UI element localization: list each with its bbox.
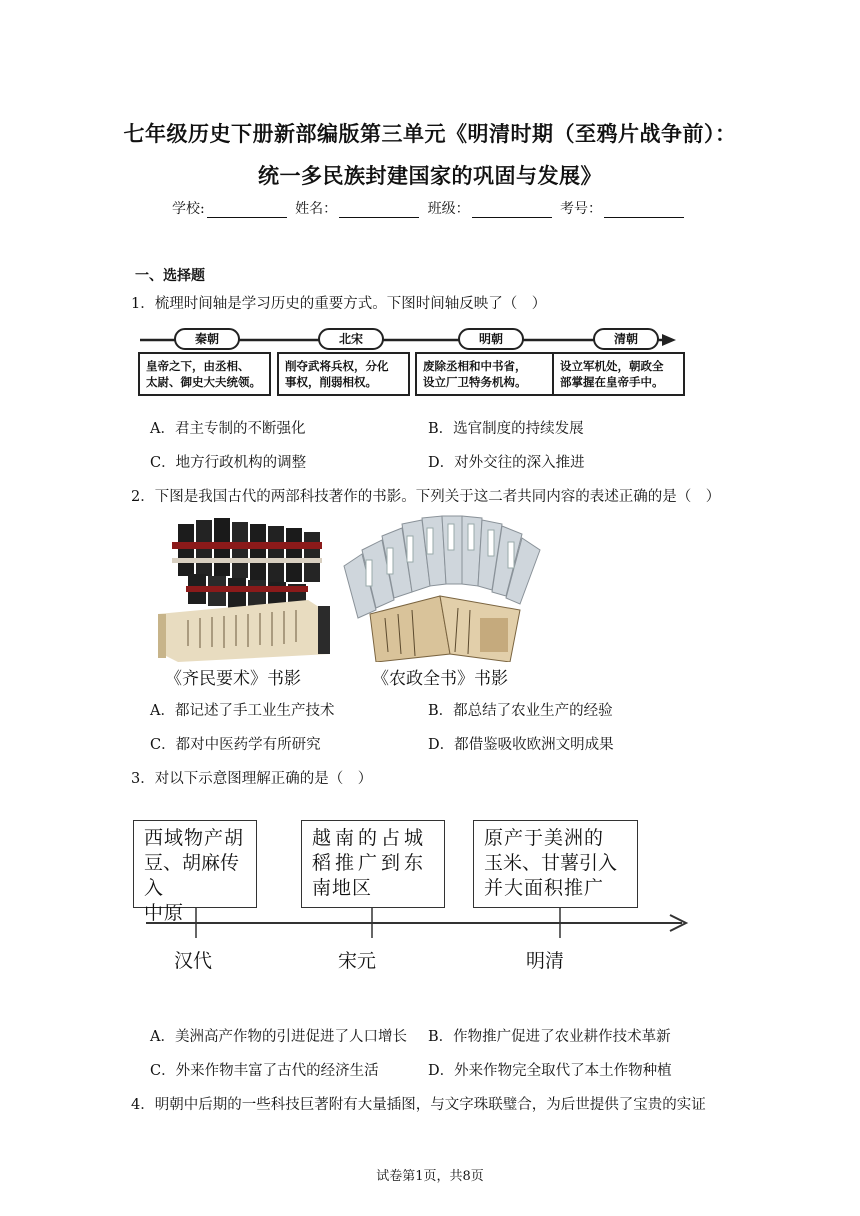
- q1-timeline-figure: [138, 326, 678, 398]
- exam-no-label: 考号：: [560, 201, 603, 217]
- name-label: 姓名：: [295, 201, 338, 217]
- box-text: 并大面积推广: [484, 877, 605, 899]
- diagram-box-han: [133, 820, 257, 924]
- question-2-stem: 2．下图是我国古代的两部科技著作的书影。下列关于这二者共同内容的表述正确的是（ ）: [131, 489, 721, 505]
- timeline-box-ming: [415, 352, 555, 396]
- q2-option-b[interactable]: B．都总结了农业生产的经验: [428, 703, 613, 719]
- q2-option-c[interactable]: C．都对中医药学有所研究: [150, 737, 321, 753]
- period-han: 汉代: [174, 950, 213, 972]
- q1-option-c[interactable]: C．地方行政机构的调整: [150, 455, 307, 471]
- box-text: 西域物产胡: [144, 827, 245, 849]
- q3-option-c[interactable]: C．外来作物丰富了古代的经济生活: [150, 1063, 379, 1079]
- timeline-text: 废除丞相和中书省，: [423, 359, 527, 373]
- period-mingqing: 明清: [526, 950, 565, 972]
- era-ming: 明朝: [458, 328, 524, 350]
- q3-option-d[interactable]: D．外来作物完全取代了本土作物种植: [428, 1063, 672, 1079]
- q2-option-a[interactable]: A．都记述了手工业生产技术: [150, 703, 335, 719]
- box-text: 越南的占城: [312, 827, 428, 849]
- q2-option-d[interactable]: D．都借鉴吸收欧洲文明成果: [428, 737, 614, 753]
- class-label: 班级：: [427, 201, 470, 217]
- period-songyuan: 宋元: [338, 950, 377, 972]
- era-qin: 秦朝: [174, 328, 240, 350]
- box-text: 中原: [144, 902, 185, 924]
- q3-diagram: [130, 818, 690, 978]
- page-footer: 试卷第1页，共8页: [376, 1169, 484, 1184]
- caption-qiminyaoshu: 《齐民要术》书影: [165, 669, 301, 689]
- timeline-text: 设立厂卫特务机构。: [423, 375, 527, 389]
- class-field[interactable]: [472, 203, 552, 218]
- timeline-text: 部掌握在皇帝手中。: [560, 375, 664, 389]
- question-4-stem: 4．明朝中后期的一些科技巨著附有大量插图，与文字珠联璧合，为后世提供了宝贵的实证: [131, 1097, 706, 1113]
- school-label: 学校:: [171, 201, 205, 217]
- q1-option-d[interactable]: D．对外交往的深入推进: [428, 455, 585, 471]
- page-title-line2: 统一多民族封建国家的巩固与发展》: [258, 164, 602, 188]
- diagram-box-songyuan: [301, 820, 445, 908]
- qiminyaoshu-scroll-image: [158, 514, 330, 662]
- box-text: 南地区: [312, 877, 373, 899]
- box-text: 玉米、甘薯引入: [484, 852, 618, 874]
- section-title: 一、选择题: [135, 268, 205, 284]
- question-1-stem: 1．梳理时间轴是学习历史的重要方式。下图时间轴反映了（ ）: [131, 296, 547, 312]
- era-beisong: 北宋: [318, 328, 384, 350]
- timeline-text: 皇帝之下，由丞相、: [146, 359, 250, 373]
- box-text: 稻推广到东: [312, 852, 428, 874]
- timeline-text: 设立军机处，朝政全: [560, 359, 664, 373]
- timeline-box-beisong: [277, 352, 410, 396]
- timeline-box-qin: [138, 352, 271, 396]
- timeline-text: 太尉、御史大夫统领。: [146, 375, 261, 389]
- timeline-box-qing: [552, 352, 685, 396]
- q1-option-b[interactable]: B．选官制度的持续发展: [428, 421, 584, 437]
- caption-nongzhengquanshu: 《农政全书》书影: [372, 669, 508, 689]
- exam-no-field[interactable]: [604, 203, 684, 218]
- nongzhengquanshu-books-image: [340, 514, 545, 662]
- era-qing: 清朝: [593, 328, 659, 350]
- timeline-text: 事权，削弱相权。: [285, 375, 377, 389]
- school-field[interactable]: [207, 203, 287, 218]
- page-title-line1: 七年级历史下册新部编版第三单元《明清时期（至鸦片战争前）：: [123, 122, 737, 146]
- box-text: 豆、胡麻传入: [144, 852, 240, 899]
- student-info-row: [0, 198, 860, 218]
- timeline-text: 削夺武将兵权，分化: [285, 359, 389, 373]
- question-3-stem: 3．对以下示意图理解正确的是（ ）: [131, 771, 373, 787]
- name-field[interactable]: [339, 203, 419, 218]
- box-text: 原产于美洲的: [484, 827, 605, 849]
- q3-option-a[interactable]: A．美洲高产作物的引进促进了人口增长: [150, 1029, 407, 1045]
- diagram-box-mingqing: [473, 820, 638, 908]
- q3-option-b[interactable]: B．作物推广促进了农业耕作技术革新: [428, 1029, 671, 1045]
- q1-option-a[interactable]: A．君主专制的不断强化: [150, 421, 306, 437]
